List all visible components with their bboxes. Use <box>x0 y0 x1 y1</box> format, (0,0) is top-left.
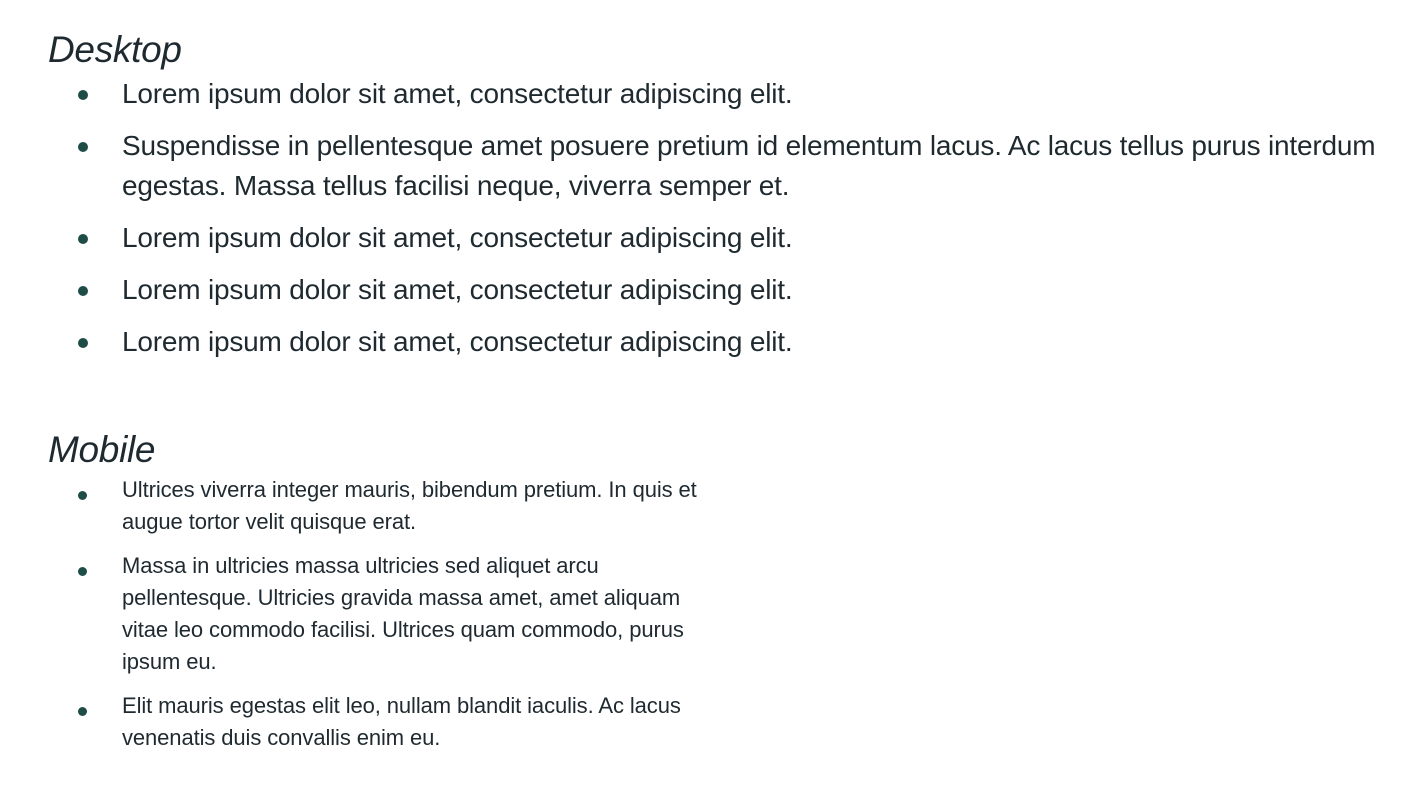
bullet-icon <box>78 707 87 716</box>
list-item <box>48 218 1398 258</box>
list-item-text: Massa in ultricies massa ultricies sed aliquet arcu pellentesque. Ultricies gravida massa amet, amet aliquam vitae leo commodo facilisi. Ultrices quam commodo, purus ipsum eu. <box>122 553 684 674</box>
bullet-icon <box>78 338 88 348</box>
mobile-bullet-list <box>48 474 708 754</box>
list-item <box>48 74 1398 114</box>
mobile-heading: Mobile <box>48 429 156 470</box>
bullet-icon <box>78 286 88 296</box>
list-item <box>48 474 708 538</box>
mobile-section <box>48 426 708 766</box>
list-item <box>48 270 1398 310</box>
desktop-section <box>48 26 1398 374</box>
desktop-heading: Desktop <box>48 29 182 70</box>
list-item <box>48 126 1398 206</box>
list-item-text: Elit mauris egestas elit leo, nullam blandit iaculis. Ac lacus venenatis duis convallis enim eu. <box>122 693 681 750</box>
list-item-text: Suspendisse in pellentesque amet posuere pretium id elementum lacus. Ac lacus tellus purus interdum egestas. Massa tellus facilisi neque, viverra semper et. <box>122 130 1376 201</box>
bullet-icon <box>78 234 88 244</box>
list-item <box>48 690 708 754</box>
list-item-text: Lorem ipsum dolor sit amet, consectetur adipiscing elit. <box>122 78 793 109</box>
bullet-icon <box>78 90 88 100</box>
list-item-text: Lorem ipsum dolor sit amet, consectetur adipiscing elit. <box>122 222 793 253</box>
list-item-text: Lorem ipsum dolor sit amet, consectetur adipiscing elit. <box>122 274 793 305</box>
desktop-bullet-list <box>48 74 1398 362</box>
bullet-icon <box>78 491 87 500</box>
list-item-text: Lorem ipsum dolor sit amet, consectetur adipiscing elit. <box>122 326 793 357</box>
list-item <box>48 322 1398 362</box>
list-item <box>48 550 708 678</box>
bullet-icon <box>78 567 87 576</box>
bullet-icon <box>78 142 88 152</box>
list-item-text: Ultrices viverra integer mauris, bibendum pretium. In quis et augue tortor velit quisque erat. <box>122 477 697 534</box>
